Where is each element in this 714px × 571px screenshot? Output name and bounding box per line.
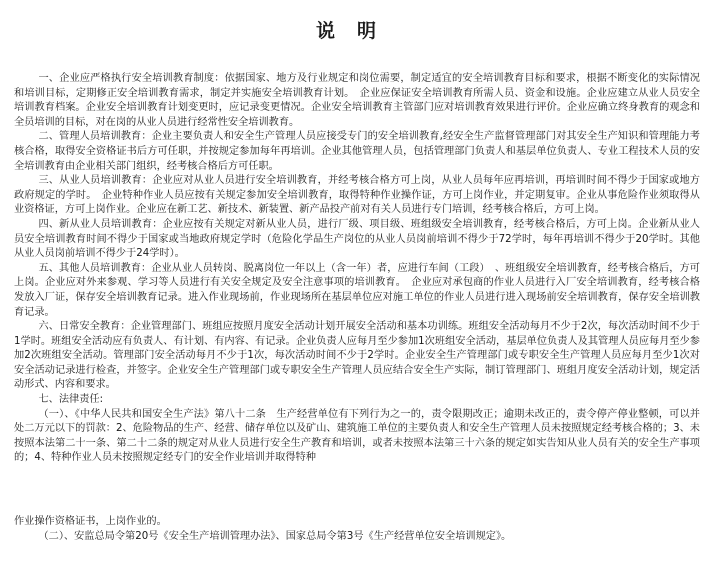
section-management-training: 二、管理人员培训教育：企业主要负责人和安全生产管理人员应接受专门的安全培训教育,经安全生产监督管理部门对其安全生产知识和管理能力考核合格，取得安全资格证书后方可任职，并按规定参加每年再培训。企业其他管理人员，包括管理部门负责人和基层单位负责人、专业工程技术人员的安全培训教育由企业相关部门组织，经考核合格后方可任职。 <box>14 131 700 172</box>
document-body <box>14 72 700 466</box>
legal-liability-item-2: （二）、安监总局令第20号《安全生产培训管理办法》、国家总局令第3号《生产经营单位安全培训规定》。 <box>38 530 512 542</box>
section-legal-liability-item-1: （一）、《中华人民共和国安全生产法》第八十二条 生产经营单位有下列行为之一的，责令限期改正；逾期未改正的，责令停产停业整顿，可以并处二万元以下的罚款：2、危险物品的生产、经营、储存单位以及矿山、建筑施工单位的主要负责人和安全生产管理人员未按照规定经考核合格的；3、未按照本法第二十一条、第二十二条的规定对从业人员进行安全生产教育和培训，或者未按照本法第三十六条的规定如实告知从业人员有关的安全生产事项的；4、特种作业人员未按照规定经专门的安全作业培训并取得特种 <box>14 408 700 464</box>
continuation-line: 作业操作资格证书，上岗作业的。 <box>14 516 167 527</box>
section-legal-liability-heading: 七、法律责任: <box>38 394 104 406</box>
section-employee-training: 三、从业人员培训教育：企业应对从业人员进行安全培训教育，并经考核合格方可上岗，从业人员每年应再培训，再培训时间不得少于国家或地方政府规定的学时。 企业特种作业人员应按有关规定参加安全培训教育，取得特种作业操作证，方可上岗作业，并定期复审。企业从事危险作业须取得从业资格证，方可上岗作业。企业应在新工艺、新技术、新装置、新产品投产前对有关人员进行专门培训，经考核合格后，方可上岗。 <box>14 175 700 216</box>
document-continuation <box>14 515 700 544</box>
section-other-personnel-training: 五、其他人员培训教育：企业从业人员转岗、脱离岗位一年以上（含一年）者，应进行车间（工段） 、班组级安全培训教育，经考核合格后，方可上岗。企业应对外来参观、学习等人员进行有关安全规定及安全注意事项的培训教育。 企业应对承包商的作业人员进行入厂安全培训教育，经考核合格发放入厂证，保存安全培训教育记录。进入作业现场前，作业现场所在基层单位应对施工单位的作业人员进行进入现场前安全培训教育，保存安全培训教育记录。 <box>14 262 700 318</box>
section-daily-safety-education: 六、日常安全教育：企业管理部门、班组应按照月度安全活动计划开展安全活动和基本功训练。班组安全活动每月不少于2次，每次活动时间不少于1学时。班组安全活动应有负责人、有计划、有内容、有记录。企业负责人应每月至少参加1次班组安全活动，基层单位负责人及其管理人员应每月至少参加2次班组安全活动。管理部门安全活动每月不少于1次，每次活动时间不少于2学时。企业安全生产管理部门或专职安全生产管理人员应每月至少1次对安全活动记录进行检查，并签字。企业安全生产管理部门或专职安全生产管理人员应结合安全生产实际，制订管理部门、班组月度安全活动计划，规定活动形式、内容和要求。 <box>14 321 700 391</box>
page-title: 说明 <box>315 20 398 42</box>
section-general-requirements: 一、企业应严格执行安全培训教育制度：依据国家、地方及行业规定和岗位需要，制定适宜的安全培训教育目标和要求，根据不断变化的实际情况和培训目标，定期修正安全培训教育需求，制定并实施安全培训教育计划。 企业应保证安全培训教育所需人员、资金和设施。企业应建立从业人员安全培训教育档案。企业安全培训教育计划变更时，应记录变更情况。企业安全培训教育主管部门应对培训教育效果进行评价。企业应确立终身教育的观念和全员培训的目标，对在岗的从业人员进行经常性安全培训教育。 <box>14 73 700 128</box>
section-new-employee-training: 四、新从业人员培训教育：企业应按有关规定对新从业人员，进行厂级、项目级、班组级安全培训教育，经考核合格后，方可上岗。企业新从业人员安全培训教育时间不得少于国家或当地政府规定学时（危险化学品生产岗位的从业人员岗前培训不得少于72学时，每年再培训不得少于20学时。其他从业人员岗前培训不得少于24学时）。 <box>14 218 700 260</box>
